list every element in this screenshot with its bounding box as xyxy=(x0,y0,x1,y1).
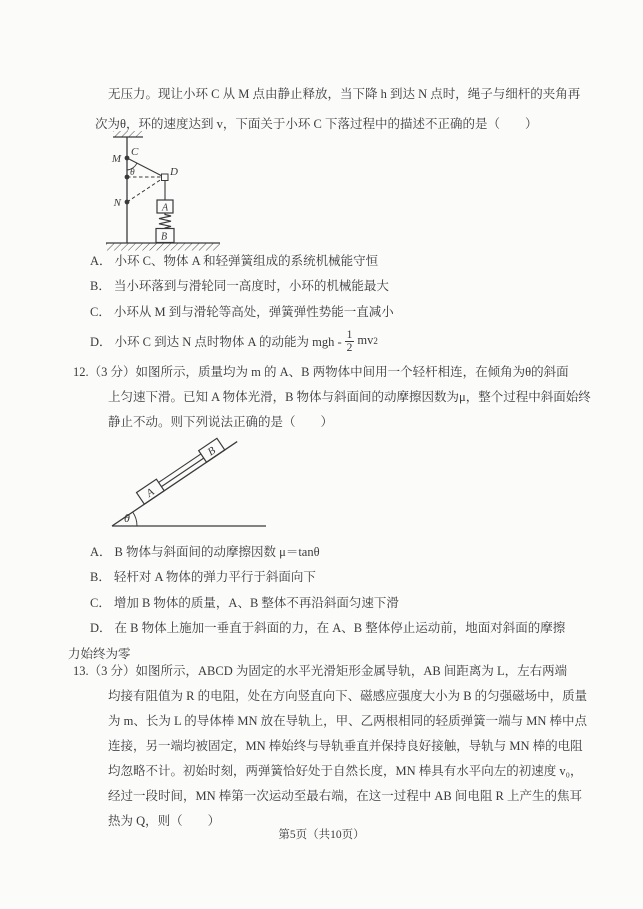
spring xyxy=(159,213,171,229)
q11-text-line2: 次为θ，环的速度达到 v，下面关于小环 C 下落过程中的描述不正确的是（ ） xyxy=(95,117,538,131)
fraction-one-half xyxy=(345,329,355,354)
option-text: 力始终为零 xyxy=(68,646,131,661)
label-theta: θ xyxy=(124,511,130,525)
label-d: D xyxy=(170,166,178,178)
option-label: A． xyxy=(90,544,112,559)
q11-options xyxy=(90,247,394,358)
fraction-denominator: 2 xyxy=(346,342,353,354)
exponent: 2 xyxy=(373,335,378,346)
label-block-b: B xyxy=(205,444,218,459)
q11-text xyxy=(95,79,580,139)
option-text-suffix: mv xyxy=(357,333,374,347)
label-m: M xyxy=(111,153,121,165)
label-block-a: A xyxy=(144,486,157,500)
option-text: 小环 C 到达 N 点时物体 A 的动能为 mgh - xyxy=(114,334,342,349)
q13-text-line6: 经过一段时间，MN 棒第一次运动至最右端，在这一过程中 AB 间电阻 R 上产生的焦耳 xyxy=(108,789,582,803)
option-label: A． xyxy=(90,253,112,268)
option-text: B 物体与斜面间的动摩擦因数 μ＝tanθ xyxy=(114,544,320,559)
q11-option-d xyxy=(90,324,394,358)
label-n: N xyxy=(113,197,121,209)
option-label: D． xyxy=(90,621,112,636)
q13-text-line5: 均忽略不计。初始时刻，两弹簧恰好处于自然长度，MN 棒具有水平向左的初速度 v₀， xyxy=(108,764,583,778)
ceiling-hatch xyxy=(113,131,143,137)
q12-text xyxy=(73,360,591,435)
option-text: 当小环落到与滑轮同一高度时，小环的机械能最大 xyxy=(113,279,389,294)
q11-option-c xyxy=(90,298,394,324)
q13-text-line4: 连接，另一端均被固定，MN 棒始终与导轨垂直并保持良好接触，导轨与 MN 棒的电阻 xyxy=(108,739,583,753)
option-text: 小环从 M 到与滑轮等高处，弹簧弹性势能一直减小 xyxy=(113,304,394,319)
label-theta: θ xyxy=(130,168,135,178)
q13-text-line2: 均接有阻值为 R 的电阻，处在方向竖直向下、磁感应强度大小为 B 的匀强磁场中，质量 xyxy=(108,689,588,703)
option-label: B． xyxy=(90,279,111,294)
option-text: 增加 B 物体的质量，A、B 整体不再沿斜面匀速下滑 xyxy=(113,595,399,610)
q13-text-line3: 为 m、长为 L 的导体棒 MN 放在导轨上，甲、乙两根相同的轻质弹簧一端与 MN 棒中点 xyxy=(108,714,588,728)
option-label: D． xyxy=(90,334,112,349)
option-text: 小环 C、物体 A 和轻弹簧组成的系统机械能守恒 xyxy=(114,253,379,268)
option-text: 轻杆对 A 物体的弹力平行于斜面向下 xyxy=(113,570,316,585)
q11-option-a xyxy=(90,247,394,273)
option-label: B． xyxy=(90,570,111,585)
rod-line-lower xyxy=(161,458,203,487)
q12-option-d xyxy=(90,615,565,641)
q11-option-b xyxy=(90,273,394,299)
figure-incline-blocks xyxy=(110,436,272,536)
q12-options xyxy=(68,538,566,666)
option-label: C． xyxy=(90,595,111,610)
q13-text-line1: 13.（3 分）如图所示，ABCD 为固定的水平光滑矩形金属导轨，AB 间距离为 L，左右两端 xyxy=(73,664,568,678)
q13-text-line7: 热为 Q，则（ ） xyxy=(108,814,221,828)
q12-text-line1: 12.（3 分）如图所示，质量均为 m 的 A、B 两物体中间用一个轻杆相连，在倾角为θ的斜面 xyxy=(73,365,569,379)
label-c: C xyxy=(131,146,139,158)
page-number-footer: 第5页（共10页） xyxy=(278,829,365,841)
dashed-rope-nd xyxy=(127,180,161,203)
theta-arc xyxy=(133,512,137,526)
option-label: C． xyxy=(90,304,111,319)
pulley-d xyxy=(162,174,169,181)
q12-option-b xyxy=(90,564,565,590)
q13-text xyxy=(73,659,587,834)
q12-option-a xyxy=(90,538,565,564)
q12-text-line2: 上匀速下滑。已知 A 物体光滑，B 物体与斜面间的动摩擦因数为μ，整个过程中斜面始终 xyxy=(108,390,591,404)
q11-text-line1: 无压力。现让小环 C 从 M 点由静止释放，当下降 h 到达 N 点时，绳子与细杆的夹角再 xyxy=(108,87,581,101)
label-block-b: B xyxy=(161,231,168,243)
q12-option-c xyxy=(90,589,565,615)
fraction-numerator: 1 xyxy=(346,328,353,341)
label-block-a: A xyxy=(162,202,169,214)
figure-rod-pulley-spring xyxy=(106,131,224,252)
q12-text-line3: 静止不动。则下列说法正确的是（ ） xyxy=(108,415,334,429)
option-text: 在 B 物体上施加一垂直于斜面的力，在 A、B 整体停止运动前，地面对斜面的摩擦 xyxy=(114,621,566,636)
rod-line-upper xyxy=(159,454,201,483)
